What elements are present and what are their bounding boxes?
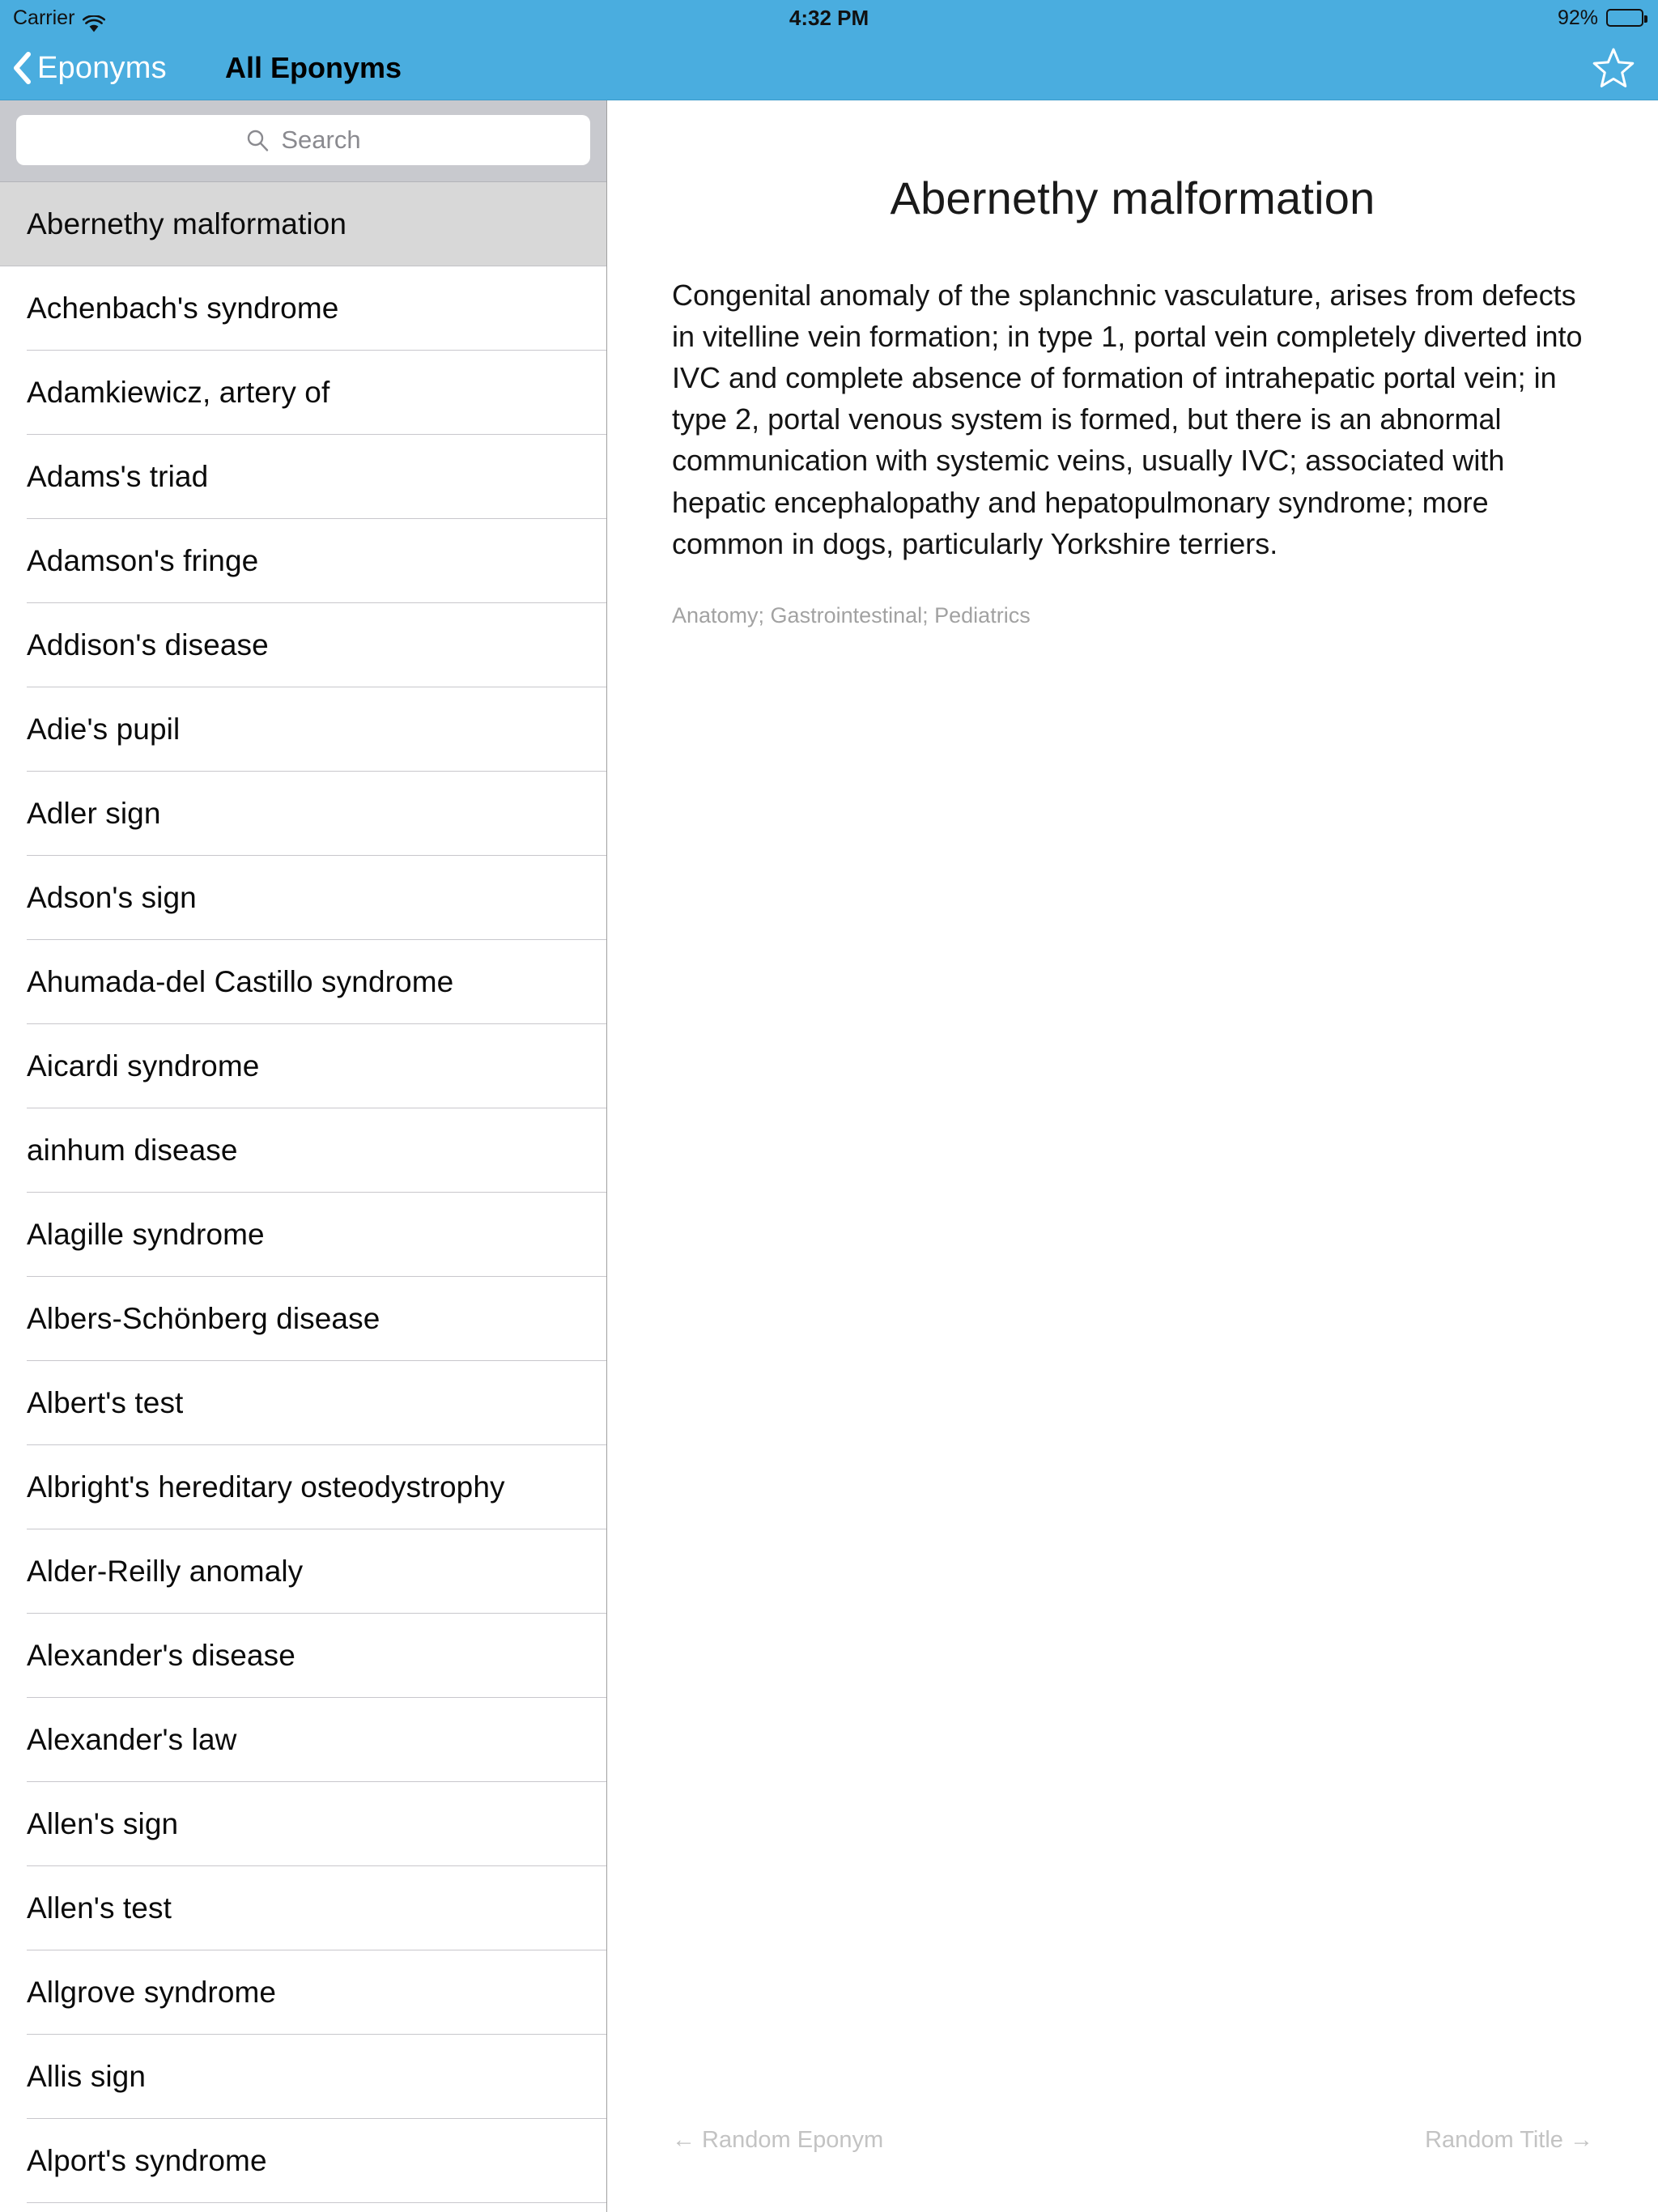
eponym-list[interactable]	[0, 182, 606, 2212]
search-icon	[245, 128, 270, 152]
back-button[interactable]	[11, 36, 167, 100]
list-item[interactable]	[0, 1445, 606, 1529]
star-outline-icon	[1592, 46, 1635, 90]
list-item[interactable]	[0, 1782, 606, 1866]
list-item-label: Albert's test	[27, 1386, 184, 1419]
list-item[interactable]	[0, 351, 606, 435]
list-item[interactable]	[0, 2119, 606, 2203]
list-item-label: Albright's hereditary osteodystrophy	[27, 1470, 505, 1504]
list-item-label: Adler sign	[27, 797, 161, 830]
list-item[interactable]	[0, 603, 606, 687]
back-button-label: Eponyms	[37, 50, 167, 85]
list-item-label: Addison's disease	[27, 628, 269, 661]
list-item[interactable]	[0, 1614, 606, 1698]
list-item-label: Ahumada-del Castillo syndrome	[27, 965, 454, 998]
list-item-label: Allen's test	[27, 1891, 172, 1925]
list-item-label: Adams's triad	[27, 460, 209, 493]
search-placeholder: Search	[281, 125, 361, 154]
list-item[interactable]	[0, 182, 606, 266]
list-item-label: Allgrove syndrome	[27, 1976, 277, 2009]
search-input[interactable]	[16, 115, 590, 165]
page-title: All Eponyms	[225, 51, 402, 84]
navigation-bar	[0, 36, 1658, 100]
list-item[interactable]	[0, 687, 606, 772]
detail-content	[607, 100, 1658, 2127]
list-item[interactable]	[0, 1108, 606, 1193]
list-item[interactable]	[0, 1361, 606, 1445]
battery-icon	[1606, 9, 1643, 27]
list-item[interactable]	[0, 1193, 606, 1277]
detail-tags: Anatomy; Gastrointestinal; Pediatrics	[672, 602, 1031, 627]
list-item[interactable]	[0, 1529, 606, 1614]
carrier-label: Carrier	[13, 6, 75, 29]
list-item[interactable]	[0, 519, 606, 603]
list-item[interactable]	[0, 1950, 606, 2035]
list-item[interactable]	[0, 1866, 606, 1950]
list-item[interactable]	[0, 1277, 606, 1361]
list-item-label: Aicardi syndrome	[27, 1049, 260, 1083]
list-item[interactable]	[0, 435, 606, 519]
list-item[interactable]	[0, 1024, 606, 1108]
detail-pane	[607, 100, 1658, 2212]
list-item-label: Allis sign	[27, 2060, 146, 2093]
search-bar-container	[0, 100, 606, 182]
split-view	[0, 100, 1658, 2212]
list-item-label: Alport's syndrome	[27, 2144, 267, 2177]
list-item[interactable]	[0, 856, 606, 940]
detail-body-text: Congenital anomaly of the splanchnic vasculature, arises from defects in vitelline vein formation; in type 1, portal vein completely diverted into IVC and complete absence of formation of intrahepatic portal vein; in type 2, portal venous system is formed, but there is an abnormal communication with systemic veins, usually IVC; associated with hepatic encephalopathy and hepatopulmonary syndrome; more common in dogs, particularly Yorkshire terriers.	[672, 279, 1583, 560]
list-item-label: Achenbach's syndrome	[27, 291, 339, 325]
master-pane	[0, 100, 607, 2212]
list-item-label: Alder-Reilly anomaly	[27, 1555, 304, 1588]
battery-percent-label: 92%	[1557, 6, 1598, 29]
status-bar-clock: 4:32 PM	[789, 6, 869, 30]
list-item[interactable]	[0, 2035, 606, 2119]
favorite-button[interactable]	[1592, 36, 1635, 100]
list-item[interactable]	[0, 1698, 606, 1782]
random-eponym-link[interactable]: ← Random Eponym	[672, 2127, 884, 2153]
list-item-label: Alexander's disease	[27, 1639, 295, 1672]
status-bar-right	[1558, 0, 1643, 36]
list-item-label: Adamson's fringe	[27, 544, 259, 577]
list-item-label: Alexander's law	[27, 1723, 237, 1756]
status-bar	[0, 0, 1658, 36]
list-item-label: Albers-Schönberg disease	[27, 1302, 380, 1335]
list-item-label: ainhum disease	[27, 1134, 238, 1167]
list-item-label: Allen's sign	[27, 1807, 179, 1840]
list-item[interactable]	[0, 940, 606, 1024]
list-item[interactable]	[0, 772, 606, 856]
list-item-label: Abernethy malformation	[27, 207, 346, 240]
chevron-left-icon	[11, 52, 32, 84]
detail-footer	[607, 2127, 1658, 2212]
list-item-label: Adie's pupil	[27, 713, 181, 746]
random-title-link[interactable]: Random Title →	[1425, 2127, 1593, 2153]
list-item-label: Adamkiewicz, artery of	[27, 376, 330, 409]
battery-nub	[1644, 15, 1647, 23]
list-item-label: Adson's sign	[27, 881, 197, 914]
detail-title: Abernethy malformation	[890, 172, 1375, 223]
list-item[interactable]	[0, 266, 606, 351]
list-item-label: Alagille syndrome	[27, 1218, 265, 1251]
